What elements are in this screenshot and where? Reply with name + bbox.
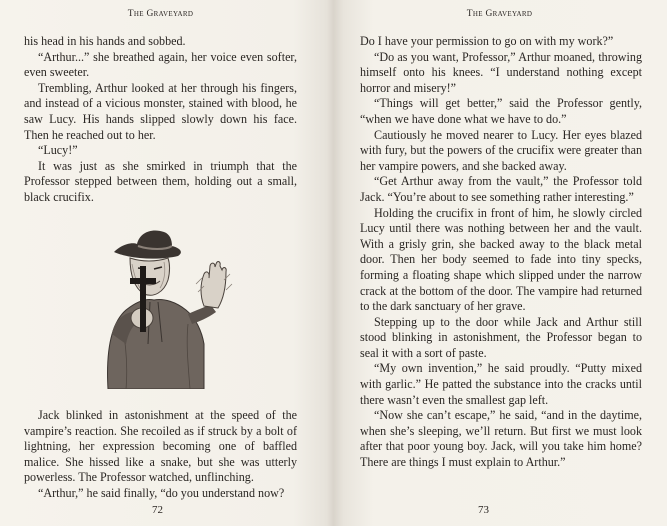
left-page [0, 0, 333, 526]
right-paragraph-2: “Do as you want, Professor,” Arthur moaned, throwing himself onto his knees. “I understand nothing except horror and misery!” [360, 49, 642, 95]
right-paragraph-4: Cautiously he moved nearer to Lucy. Her eyes blazed with fury, but the powers of the crucifix were greater than her vampire powers, and she backed away. [360, 127, 642, 173]
left-paragraph-7: “Arthur,” he said finally, “do you understand now? [38, 485, 285, 500]
right-page-number: 73 [478, 504, 489, 516]
right-paragraph-8: “My own invention,” he said proudly. “Putty mixed with garlic.” He patted the substance into the cracks until there wasn’t even the smallest gap left. [360, 361, 642, 407]
right-running-head: The Graveyard [466, 9, 533, 19]
left-paragraph-6: Jack blinked in astonishment at the speed of the vampire’s reaction. She recoiled as if struck by a bolt of lightning, her expression becoming one of baffled malice. She hissed like a snake, but she was utterly powerless. The Professor watched, unflinching. [24, 408, 297, 485]
right-paragraph-9: “Now she can’t escape,” he said, “and in the daytime, when she’s sleeping, we’ll return. But first we must look after that poor young boy. Jack, will you take him home? There are things I must explain to Arthur.” [360, 408, 642, 470]
left-paragraph-1: his head in his hands and sobbed. [24, 34, 186, 48]
left-running-head: The Graveyard [127, 9, 194, 19]
right-text [360, 34, 642, 471]
right-paragraph-3: “Things will get better,” said the Professor gently, “when we have done what we have to do.” [360, 96, 642, 126]
left-page-number: 72 [152, 504, 163, 516]
crucifix-horizontal [130, 278, 156, 284]
right-paragraph-5: “Get Arthur away from the vault,” the Professor told Jack. “You’re about to see something rather interesting.” [360, 174, 642, 204]
right-hand-shape [201, 262, 226, 308]
left-paragraph-3: Trembling, Arthur looked at her through his fingers, and instead of a vicious monster, stained with blood, he saw Lucy. His hands slipped slowly down his face. Then he reached out to her. [24, 80, 297, 142]
crucifix-vertical [140, 266, 146, 332]
left-paragraph-5: It was just as she smirked in triumph that the Professor stepped between them, holding out a small, black crucifix. [24, 158, 297, 204]
professor-crucifix-illustration [92, 214, 242, 389]
left-text-top [24, 34, 297, 206]
left-paragraph-2: “Arthur...” she breathed again, her voice even softer, even sweeter. [24, 49, 297, 80]
right-paragraph-7: Stepping up to the door while Jack and Arthur still stood blinking in astonishment, the Professor began to seal it with a sort of paste. [360, 314, 642, 360]
coat-shape [108, 299, 204, 389]
right-paragraph-1: Do I have your permission to go on with my work?” [360, 34, 614, 48]
left-paragraph-4: “Lucy!” [38, 143, 78, 158]
face-shape [130, 258, 170, 295]
hat-shape [114, 231, 181, 259]
left-text-bottom [24, 408, 297, 502]
right-page [334, 0, 667, 526]
right-paragraph-6: Holding the crucifix in front of him, he slowly circled Lucy until there was nothing between her and the vault. With a grisly grin, she backed away to the black metal door. Then her body seemed to fade into tiny specks, forming a floating shape which slipped under the narrow crack at the bottom of the door. The vampire had returned to the dark sanctuary of her grave. [360, 205, 642, 314]
